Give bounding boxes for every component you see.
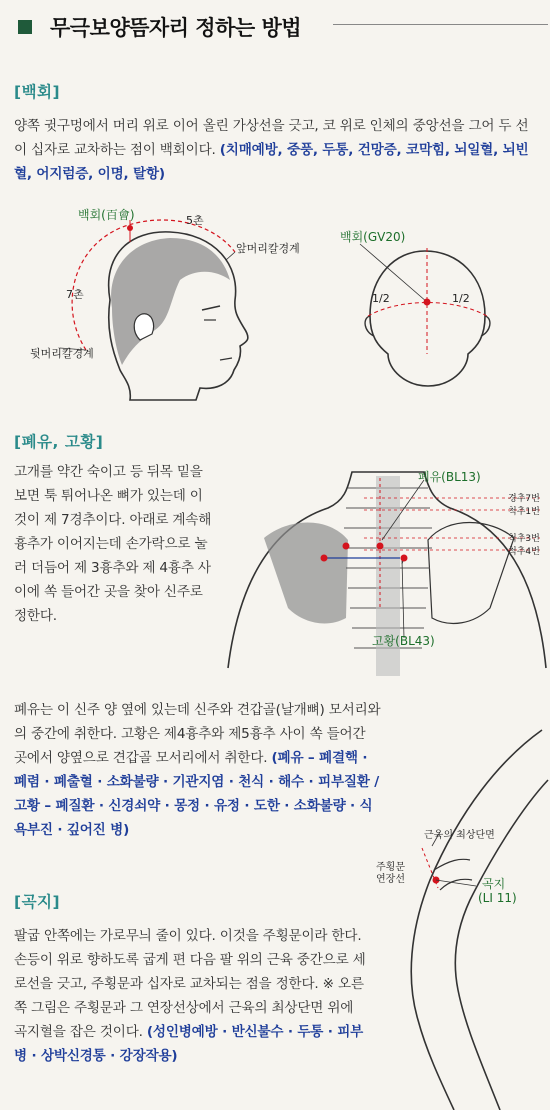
pyeyu-indications: (폐유 – 폐결핵 · 폐렴 · 폐출혈 · 소화불량 · 기관지염 · 천식 · 해수 · 피부질환 / 고황 – 폐질환 · 신경쇠약 · 몽정 · 유정 · 도한 · 소화불량 · 식욕부진 · 깊어진 병) <box>14 750 380 838</box>
section-title-pyeyu: [폐유, 고황] <box>14 433 104 451</box>
label-baekhoe-gv20: 백회(GV20) <box>340 230 406 244</box>
back-head-illustration <box>340 236 520 396</box>
label-gokji: 곡지 <box>482 877 506 891</box>
label-t3: 척추3번 <box>508 534 540 544</box>
label-pyeyu-bl13: 폐유(BL13) <box>418 470 481 484</box>
label-baekhoe-hanja: 백회(百會) <box>78 208 135 222</box>
label-back-hairline: 뒷머리칼경계 <box>30 347 94 360</box>
pyeyu-text-1: 고개를 약간 숙이고 등 뒤목 밑을 보면 툭 튀어나온 뼈가 있는데 이것이 제 7경추이다. 아래로 계속해 흉추가 이어지는데 손가락으로 눌러 더듬어 제 3흉추와 제 4흉추 사이에 쏙 들어간 곳을 찾아 신주로 정한다. <box>14 464 212 624</box>
label-muscle-top: 근육의 최상단면 <box>424 830 495 841</box>
side-head-illustration <box>20 200 280 400</box>
label-gohwang-bl43: 고황(BL43) <box>372 634 435 648</box>
gokji-indications: (성인병예방 · 반신불수 · 두통 · 피부병 · 상박신경통 · 강장작용) <box>14 1024 364 1064</box>
section-title-gokji: [곡지] <box>14 893 61 911</box>
page-heading <box>8 10 548 40</box>
arm-illustration <box>370 720 550 1110</box>
gokji-text: 팔굽 안쪽에는 가로무늬 줄이 있다. 이것을 주횡문이라 한다. 손등이 위로 향하도록 굽게 편 다음 팔 위의 근육 중간으로 세로선을 긋고, 주횡문과 십자로 교차되는 점을 정한다. ※ 오른쪽 그림은 주횡문과 그 연장선상에서 근육의 최상단면 위에 곡지혈을 잡은 것이다. (성인병예방 · 반신불수 · 두통 · 피부병 · 상박신경통 · 강장작용) <box>14 928 366 1064</box>
label-c7: 경추7번 <box>508 494 540 504</box>
pyeyu-text-2: 폐유는 이 신주 양 옆에 있는데 신주와 견갑골(날개뼈) 모서리와의 중간에 취한다. 고황은 제4흉추와 제5흉추 사이 쏙 들어간 곳에서 양옆으로 견갑골 모서리에서 취한다. (폐유 – 폐결핵 · 폐렴 · 폐출혈 · 소화불량 · 기관지염 · 천식 · 해수 · 피부질환 / 고황 – 폐질환 · 신경쇠약 · 몽정 · 유정 · 도한 · 소화불량 · 식욕부진 · 깊어진 병) <box>14 702 381 838</box>
label-li11: (LI 11) <box>478 891 517 905</box>
heading-title: 무극보양뜸자리 정하는 방법 <box>50 16 302 40</box>
label-half-right: 1/2 <box>452 292 470 305</box>
section-title-baekhoe: [백회] <box>14 83 61 101</box>
heading-rule <box>333 24 548 25</box>
label-crease-2: 연장선 <box>376 874 405 885</box>
heading-square-icon <box>18 20 32 34</box>
label-t4: 척추4번 <box>508 547 540 557</box>
label-front-hairline: 앞머리칼경계 <box>236 242 300 255</box>
label-7chon: 7촌 <box>66 288 84 301</box>
baekhoe-indications: (치매예방, 중풍, 두통, 건망증, 코막힘, 뇌일혈, 뇌빈혈, 어지럼증, 이명, 탈항) <box>14 142 529 182</box>
label-crease-1: 주횡문 <box>376 862 405 873</box>
label-5chon: 5촌 <box>186 214 204 227</box>
label-t1: 척추1번 <box>508 507 540 517</box>
label-half-left: 1/2 <box>372 292 390 305</box>
baekhoe-text: 양쪽 귓구멍에서 머리 위로 이어 올린 가상선을 긋고, 코 위로 인체의 중앙선을 그어 두 선이 십자로 교차하는 점이 백회이다. (치매예방, 중풍, 두통, 건망증, 코막힘, 뇌일혈, 뇌빈혈, 어지럼증, 이명, 탈항) <box>14 118 529 182</box>
